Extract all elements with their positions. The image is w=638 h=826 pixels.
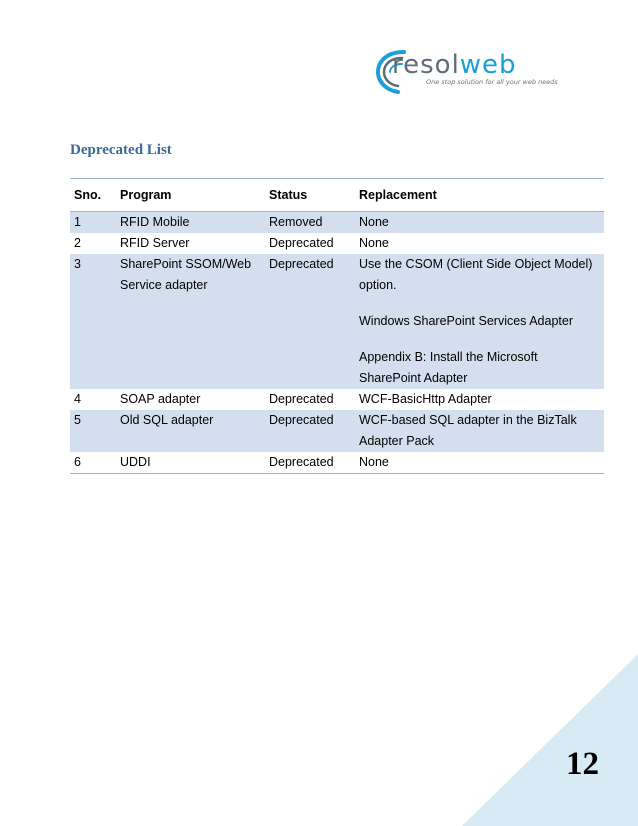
cell-replacement bbox=[355, 212, 604, 234]
header-program: Program bbox=[116, 179, 265, 212]
corner-decoration bbox=[462, 654, 638, 826]
logo-wordmark bbox=[392, 50, 517, 80]
logo-text-suffix: web bbox=[459, 50, 517, 80]
replacement-text: Windows SharePoint Services Adapter bbox=[359, 314, 573, 328]
replacement-text: Appendix B: Install the Microsoft SharePoint Adapter bbox=[359, 350, 538, 385]
cell-sno: 6 bbox=[70, 452, 116, 474]
deprecated-table bbox=[70, 178, 604, 474]
cell-status: Deprecated bbox=[269, 392, 334, 406]
cell-status: Deprecated bbox=[265, 452, 355, 474]
table-row bbox=[70, 452, 604, 474]
cell-replacement bbox=[355, 410, 604, 452]
cell-replacement bbox=[355, 254, 604, 389]
cell-sno: 5 bbox=[70, 410, 116, 452]
cell-sno: 4 bbox=[74, 392, 81, 406]
cell-program: RFID Mobile bbox=[116, 212, 265, 234]
table-row bbox=[70, 212, 604, 234]
table-row bbox=[70, 410, 604, 452]
header-sno: Sno. bbox=[70, 179, 116, 212]
logo-tagline: One stop solution for all your web needs bbox=[426, 78, 558, 86]
page-title: Deprecated List bbox=[70, 142, 172, 158]
replacement-text: Use the CSOM (Client Side Object Model) option. bbox=[359, 257, 593, 292]
table-header-row bbox=[70, 179, 604, 212]
cell-status: Deprecated bbox=[265, 410, 355, 452]
cell-status: Deprecated bbox=[265, 254, 355, 389]
cell-status: Removed bbox=[265, 212, 355, 234]
logo-text-prefix: resol bbox=[392, 50, 460, 80]
cell-sno: 3 bbox=[70, 254, 116, 389]
header-replacement: Replacement bbox=[355, 179, 604, 212]
cell-program: SOAP adapter bbox=[120, 392, 201, 406]
cell-replacement bbox=[355, 452, 604, 474]
header-status: Status bbox=[265, 179, 355, 212]
page-number: 12 bbox=[566, 746, 599, 782]
cell-replacement bbox=[355, 233, 604, 254]
cell-program: Old SQL adapter bbox=[116, 410, 265, 452]
cell-replacement bbox=[355, 389, 604, 410]
table-row bbox=[70, 254, 604, 389]
cell-program: SharePoint SSOM/Web Service adapter bbox=[116, 254, 265, 389]
replacement-text: WCF-based SQL adapter in the BizTalk Adapter Pack bbox=[359, 413, 577, 448]
cell-program: RFID Server bbox=[120, 236, 190, 250]
replacement-text: None bbox=[359, 455, 389, 469]
cell-sno: 1 bbox=[70, 212, 116, 234]
cell-program: UDDI bbox=[116, 452, 265, 474]
cell-sno: 2 bbox=[74, 236, 81, 250]
replacement-text: WCF-BasicHttp Adapter bbox=[359, 392, 492, 406]
table-row bbox=[70, 233, 604, 254]
replacement-text: None bbox=[359, 215, 389, 229]
replacement-text: None bbox=[359, 236, 389, 250]
table-row bbox=[70, 389, 604, 410]
cell-status: Deprecated bbox=[269, 236, 334, 250]
